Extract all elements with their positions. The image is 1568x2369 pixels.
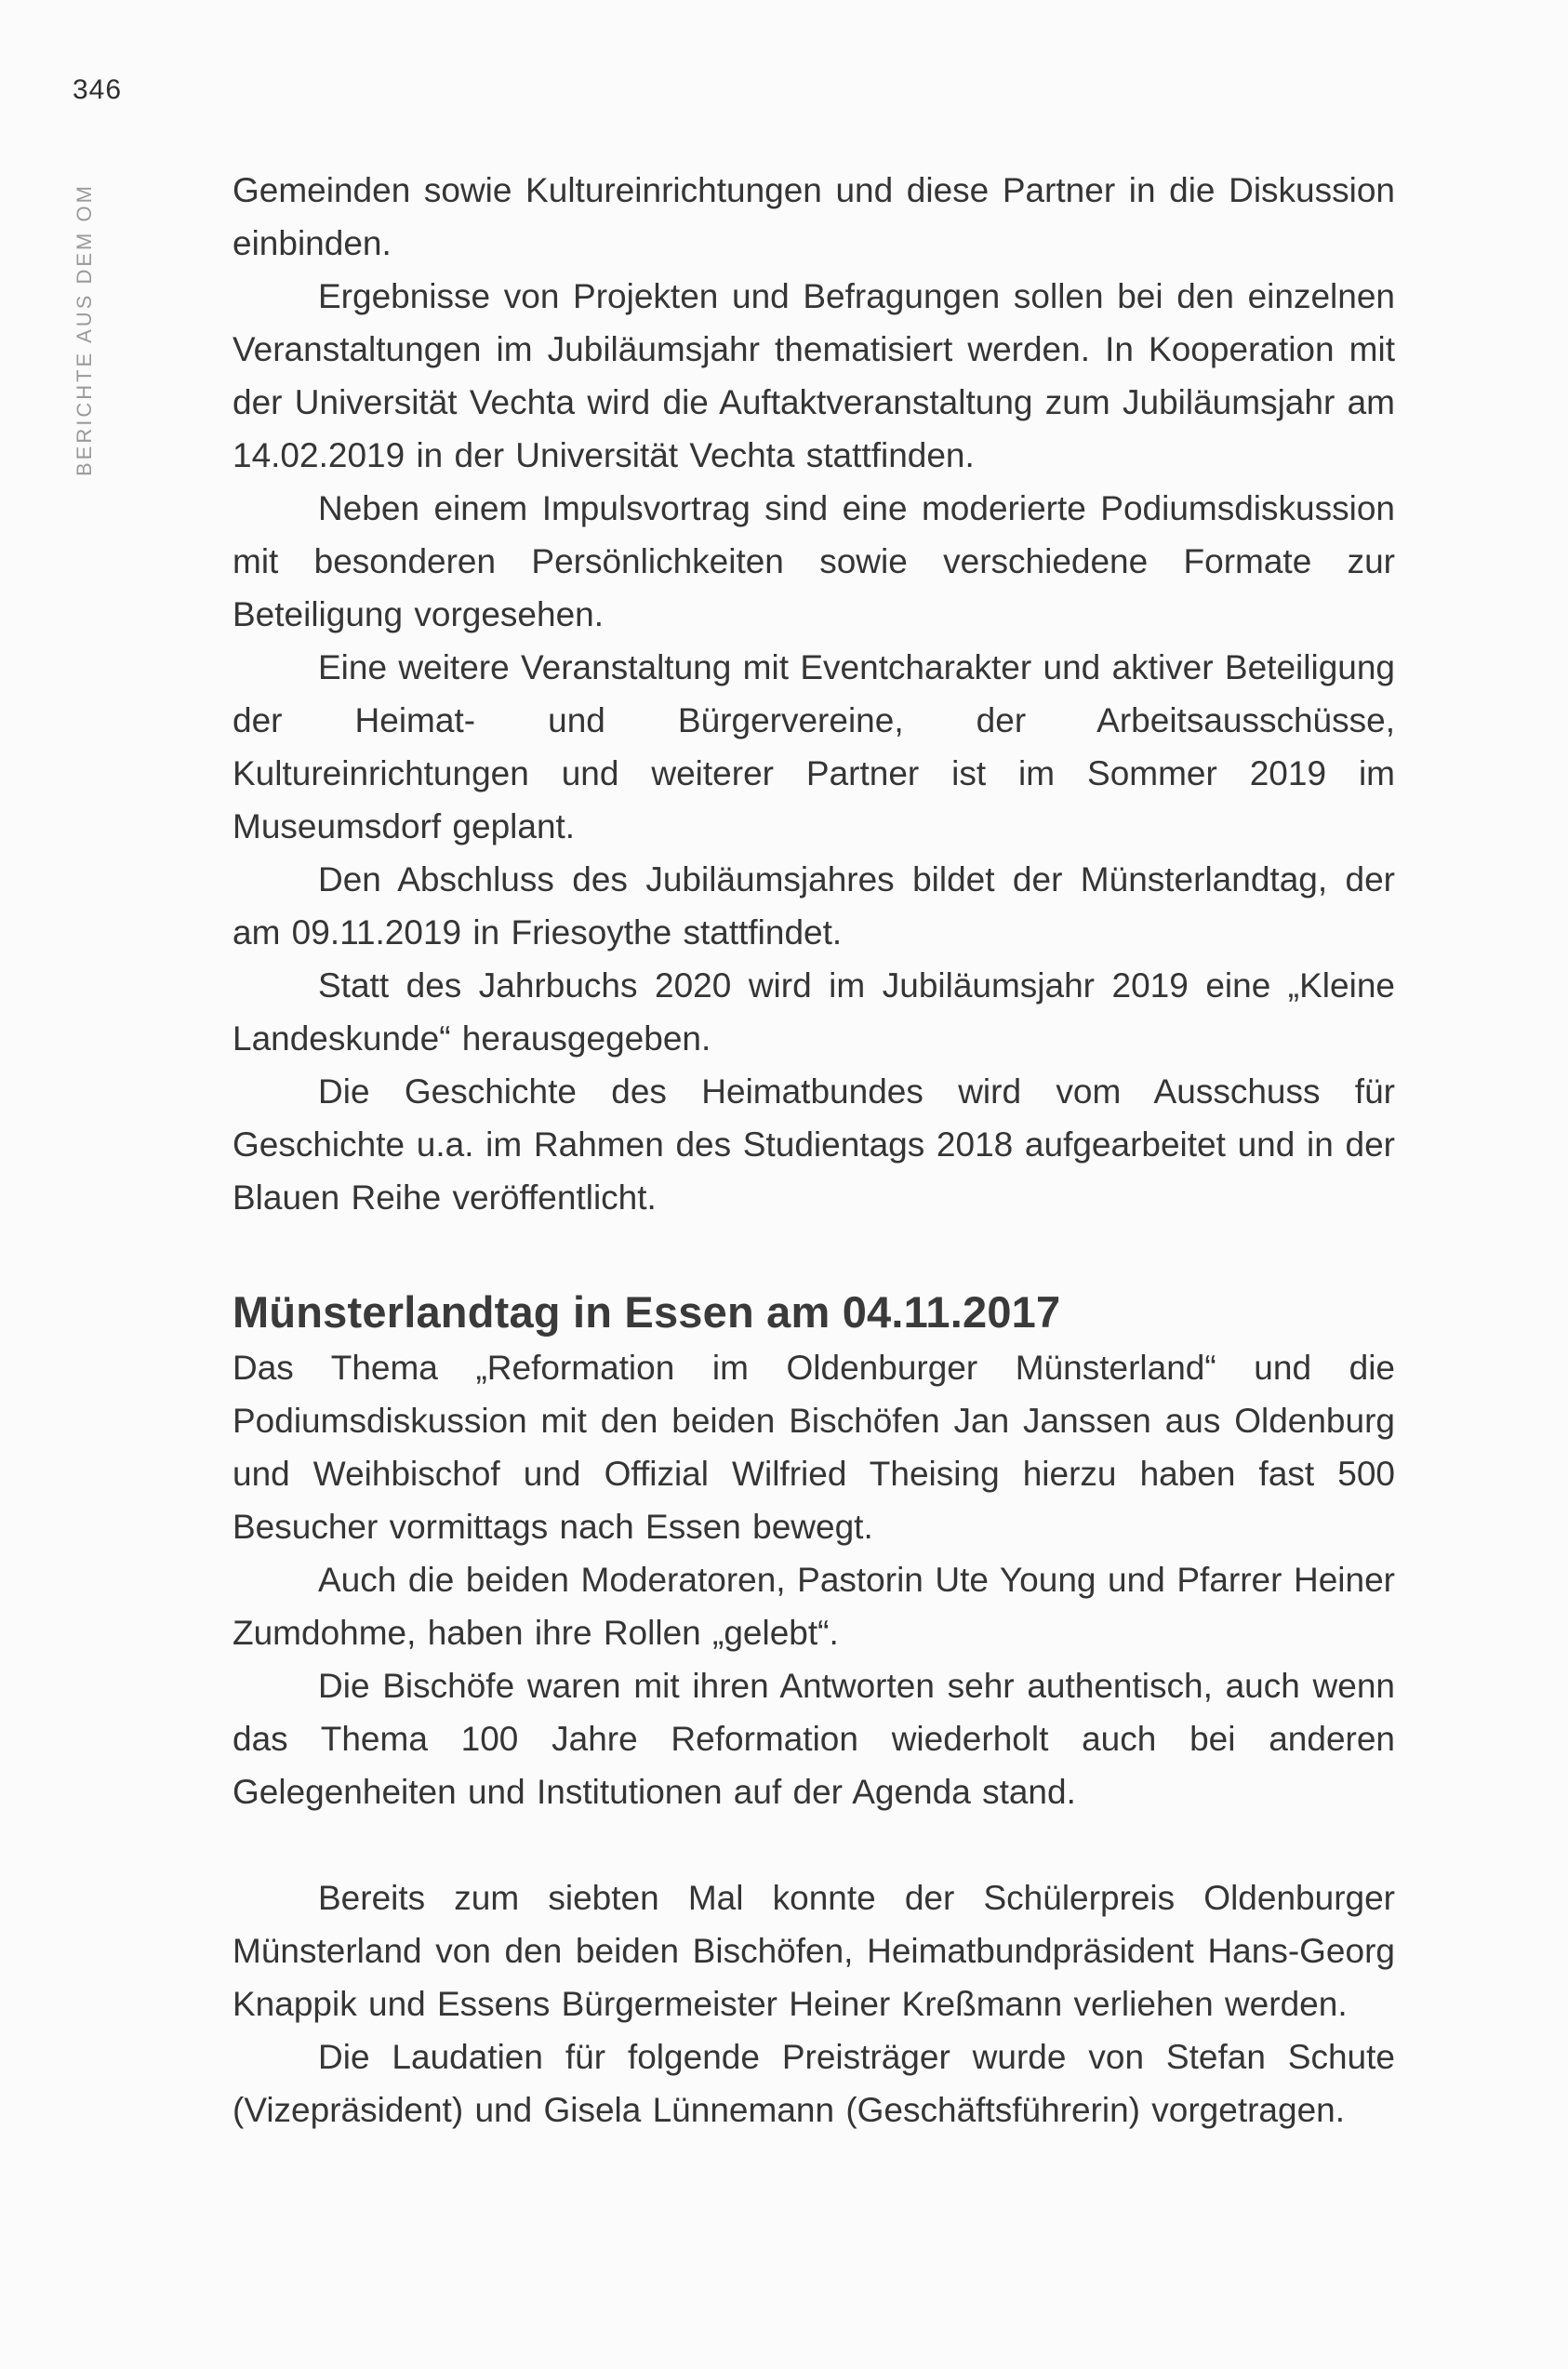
paragraph: Auch die beiden Moderatoren, Pastorin Ute Young und Pfarrer Heiner Zumdohme, haben ihre Rollen „gelebt“. — [233, 1561, 1395, 1652]
paragraph: Die Geschichte des Heimatbundes wird vom Ausschuss für Geschichte u.a. im Rahmen des Studientags 2018 aufgearbeitet und in der Blauen Reihe veröffentlicht. — [233, 1072, 1395, 1217]
running-head: BERICHTE AUS DEM OM — [73, 183, 96, 476]
paragraph: Die Laudatien für folgende Preisträger wurde von Stefan Schute (Vizepräsident) und Gisela Lünnemann (Geschäftsführerin) vorgetragen. — [233, 2038, 1395, 2129]
paragraph: Neben einem Impulsvortrag sind eine moderierte Podiumsdiskussion mit besonderen Persönlichkeiten sowie verschiedene Formate zur Beteiligung vorgesehen. — [233, 489, 1395, 633]
paragraph: Gemeinden sowie Kultureinrichtungen und diese Partner in die Diskussion einbinden. — [233, 171, 1395, 262]
paragraph: Bereits zum siebten Mal konnte der Schülerpreis Oldenburger Münsterland von den beiden Bischöfen, Heimatbundpräsident Hans-Georg Knappik und Essens Bürgermeister Heiner Kreßmann verliehen werden. — [233, 1879, 1395, 2023]
paragraph: Den Abschluss des Jubiläumsjahres bildet der Münsterlandtag, der am 09.11.2019 in Friesoythe stattfindet. — [233, 860, 1395, 952]
text-column — [233, 164, 1395, 2136]
paragraph: Das Thema „Reformation im Oldenburger Münsterland“ und die Podiumsdiskussion mit den beiden Bischöfen Jan Janssen aus Oldenburg und Weihbischof und Offizial Wilfried Theising hierzu haben fast 500 Besucher vormittags nach Essen bewegt. — [233, 1349, 1395, 1546]
section-heading: Münsterlandtag in Essen am 04.11.2017 — [233, 1287, 1061, 1337]
paragraph: Eine weitere Veranstaltung mit Eventcharakter und aktiver Beteiligung der Heimat- und Bürgervereine, der Arbeitsausschüsse, Kultureinrichtungen und weiterer Partner ist im Sommer 2019 im Museumsdorf geplant. — [233, 648, 1395, 845]
paragraph: Die Bischöfe waren mit ihren Antworten sehr authentisch, auch wenn das Thema 100 Jahre Reformation wiederholt auch bei anderen Gelegenheiten und Institutionen auf der Agenda stand. — [233, 1667, 1395, 1811]
paragraph: Ergebnisse von Projekten und Befragungen sollen bei den einzelnen Veranstaltungen im Jubiläumsjahr thematisiert werden. In Kooperation mit der Universität Vechta wird die Auftaktveranstaltung zum Jubiläumsjahr am 14.02.2019 in der Universität Vechta stattfinden. — [233, 277, 1395, 474]
paragraph: Statt des Jahrbuchs 2020 wird im Jubiläumsjahr 2019 eine „Kleine Landeskunde“ herausgegeben. — [233, 966, 1395, 1058]
page-number: 346 — [73, 74, 123, 105]
